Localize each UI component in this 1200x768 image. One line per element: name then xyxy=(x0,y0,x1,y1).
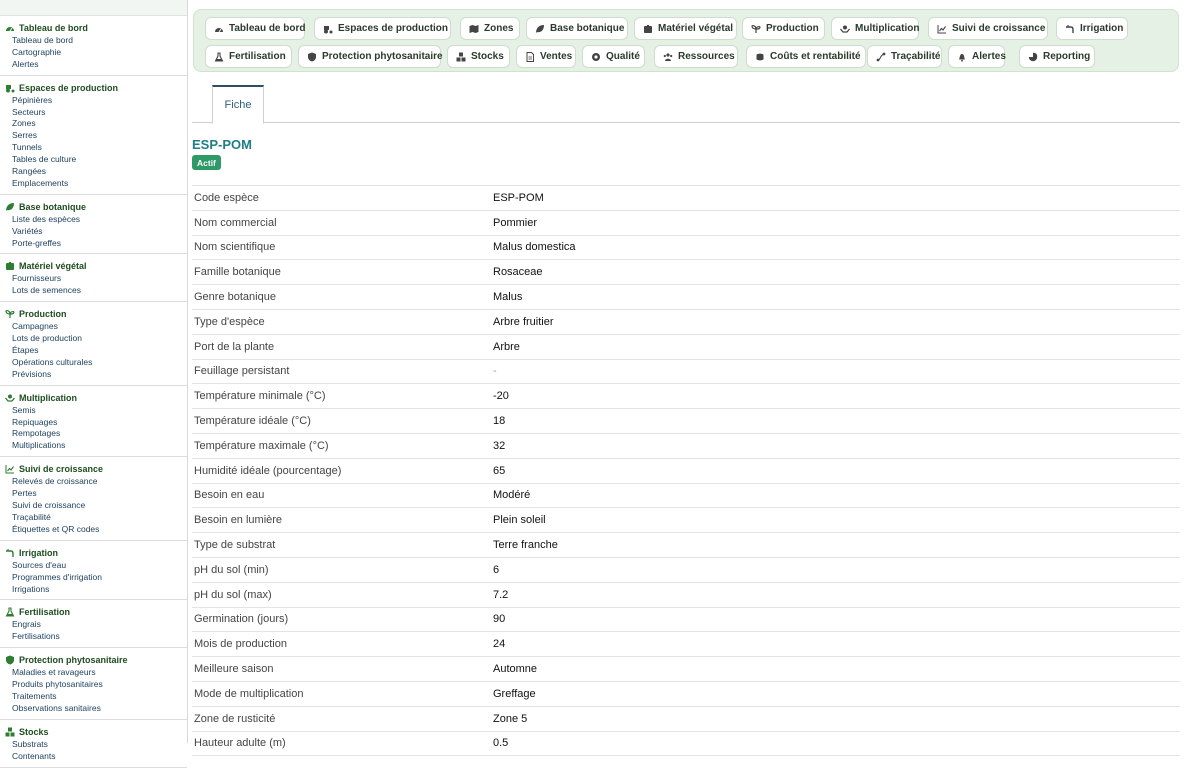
chart-line-icon xyxy=(5,464,15,474)
pie-chart-icon xyxy=(1028,52,1038,62)
nav-button[interactable] xyxy=(205,45,292,68)
sidebar-group-header[interactable] xyxy=(0,605,187,619)
field-label: pH du sol (min) xyxy=(194,563,269,576)
sidebar-item[interactable]: Programmes d'irrigation xyxy=(12,571,102,582)
sidebar-item[interactable]: Repiquages xyxy=(12,416,58,427)
field-value: Plein soleil xyxy=(493,514,546,527)
tab-fiche[interactable]: Fiche xyxy=(212,85,264,124)
sidebar-item[interactable]: Suivi de croissance xyxy=(12,500,86,511)
sidebar-group-header[interactable] xyxy=(0,307,187,321)
nav-button[interactable] xyxy=(1019,45,1095,68)
status-badge: Actif xyxy=(192,155,221,170)
nav-button-label: Ventes xyxy=(540,51,573,62)
sidebar-group xyxy=(0,254,187,302)
table-row xyxy=(192,508,1180,533)
leaf-icon xyxy=(5,202,15,212)
field-value: Pommier xyxy=(493,216,538,229)
sidebar-item[interactable]: Fertilisations xyxy=(12,631,60,642)
sidebar-group xyxy=(0,195,187,255)
field-label: Nom scientifique xyxy=(194,241,276,254)
leaf-icon xyxy=(535,24,545,34)
table-row xyxy=(192,657,1180,682)
sidebar-item[interactable]: Engrais xyxy=(12,619,41,630)
nav-button-label: Qualité xyxy=(606,51,640,62)
sidebar-item[interactable]: Prévisions xyxy=(12,368,52,379)
tab-bar xyxy=(192,85,1180,123)
table-row xyxy=(192,583,1180,608)
sidebar-item[interactable]: Rempotages xyxy=(12,428,61,439)
table-row xyxy=(192,360,1180,385)
nav-button[interactable] xyxy=(867,45,942,68)
sidebar-item[interactable]: Fournisseurs xyxy=(12,273,62,284)
field-label: Type de substrat xyxy=(194,539,276,552)
nav-button-label: Protection phytosanitaire xyxy=(322,51,443,62)
sidebar-item[interactable]: Zones xyxy=(12,118,36,129)
box-icon xyxy=(643,24,653,34)
sprout-hands-icon xyxy=(5,393,15,403)
field-label: Hauteur adulte (m) xyxy=(194,737,286,750)
sidebar-group xyxy=(0,457,187,540)
nav-button-label: Alertes xyxy=(972,51,1006,62)
field-label: Humidité idéale (pourcentage) xyxy=(194,464,342,477)
sidebar-group-header[interactable] xyxy=(0,462,187,476)
field-label: Température idéale (°C) xyxy=(194,415,311,428)
table-row xyxy=(192,434,1180,459)
field-label: Genre botanique xyxy=(194,291,276,304)
sidebar-item[interactable]: Maladies et ravageurs xyxy=(12,667,96,678)
nav-button[interactable] xyxy=(205,17,305,40)
sidebar-group-header[interactable] xyxy=(0,259,187,273)
sidebar-group-title: Stocks xyxy=(19,726,49,737)
table-row xyxy=(192,211,1180,236)
nav-button-label: Fertilisation xyxy=(229,51,286,62)
sidebar-group xyxy=(0,648,187,720)
field-value: Malus xyxy=(493,291,523,304)
nav-button-label: Stocks xyxy=(471,51,504,62)
field-value: 32 xyxy=(493,439,506,452)
table-row xyxy=(192,533,1180,558)
nav-button[interactable] xyxy=(928,17,1048,40)
table-row xyxy=(192,236,1180,261)
flask-icon xyxy=(214,52,224,62)
sidebar-item[interactable]: Tableau de bord xyxy=(12,35,73,45)
table-row xyxy=(192,285,1180,310)
sidebar-group-title: Tableau de bord xyxy=(19,23,88,33)
sidebar-group xyxy=(0,302,187,385)
field-value: Rosaceae xyxy=(493,266,543,279)
field-value: 7.2 xyxy=(493,588,509,601)
field-label: Port de la plante xyxy=(194,340,275,353)
sidebar-group-title: Espaces de production xyxy=(19,82,119,93)
field-value: 90 xyxy=(493,613,506,626)
sidebar-item[interactable]: Liste des espèces xyxy=(12,213,81,224)
shield-icon xyxy=(307,52,317,62)
nav-button-label: Ressources xyxy=(678,51,735,62)
sidebar-group-title: Multiplication xyxy=(19,392,77,403)
sidebar-item[interactable]: Cartographie xyxy=(12,46,62,57)
table-row xyxy=(192,732,1180,757)
field-value: Greffage xyxy=(493,687,536,700)
sidebar-group-title: Protection phytosanitaire xyxy=(19,655,128,666)
field-label: Besoin en lumière xyxy=(194,514,283,527)
nav-button[interactable] xyxy=(298,45,441,68)
field-label: Type d'espèce xyxy=(194,315,265,328)
sidebar-item[interactable]: Étiquettes et QR codes xyxy=(12,523,100,534)
nav-button-label: Irrigation xyxy=(1080,23,1124,34)
nav-button-label: Production xyxy=(766,23,819,34)
field-value: Arbre xyxy=(493,340,520,353)
field-value: ESP-POM xyxy=(493,191,544,204)
table-row xyxy=(192,335,1180,360)
sprout-hands-icon xyxy=(840,24,850,34)
sidebar-group-header[interactable] xyxy=(0,81,187,95)
nav-button-label: Traçabilité xyxy=(891,51,941,62)
table-row xyxy=(192,310,1180,335)
sidebar-group xyxy=(0,386,187,458)
field-label: Zone de rusticité xyxy=(194,712,276,725)
faucet-icon xyxy=(5,548,15,558)
field-value: Terre franche xyxy=(493,539,558,552)
field-value: -20 xyxy=(493,390,509,403)
field-value: - xyxy=(493,365,497,378)
field-value: Arbre fruitier xyxy=(493,315,554,328)
dashboard-icon xyxy=(214,24,224,34)
boxes-icon xyxy=(5,727,15,737)
sidebar-item[interactable]: Produits phytosanitaires xyxy=(12,679,103,690)
nav-button-label: Espaces de production xyxy=(338,23,449,34)
sidebar-item[interactable]: Porte-greffes xyxy=(12,237,61,248)
sidebar-item[interactable]: Substrats xyxy=(12,738,48,749)
file-icon xyxy=(525,52,535,62)
sidebar-group-header[interactable] xyxy=(0,725,187,739)
seedling-icon xyxy=(5,309,15,319)
field-value: 18 xyxy=(493,415,506,428)
table-row xyxy=(192,384,1180,409)
sidebar-item[interactable]: Traçabilité xyxy=(12,511,51,522)
field-value: Modéré xyxy=(493,489,531,502)
sidebar-group-title: Irrigation xyxy=(19,547,59,558)
nav-button[interactable] xyxy=(582,45,645,68)
field-label: Nom commercial xyxy=(194,216,277,229)
sidebar-item[interactable]: Emplacements xyxy=(12,177,69,188)
table-row xyxy=(192,682,1180,707)
nav-button[interactable] xyxy=(831,17,919,40)
boxes-icon xyxy=(456,52,466,62)
sidebar-top-strip xyxy=(0,0,187,16)
sidebar-item[interactable]: Traitements xyxy=(12,690,57,701)
field-label: Mois de production xyxy=(194,638,287,651)
sidebar-item[interactable]: Variétés xyxy=(12,225,43,236)
field-label: Famille botanique xyxy=(194,266,281,279)
field-value: 6 xyxy=(493,563,500,576)
sidebar-item[interactable]: Tables de culture xyxy=(12,154,77,165)
nav-button[interactable] xyxy=(746,45,866,68)
sidebar-group-header[interactable] xyxy=(0,653,187,667)
sidebar-item[interactable]: Secteurs xyxy=(12,106,46,117)
tractor-icon xyxy=(323,24,333,34)
nav-button[interactable] xyxy=(654,45,738,68)
sidebar-item[interactable]: Sources d'eau xyxy=(12,559,67,570)
bell-icon xyxy=(957,52,967,62)
nav-button[interactable] xyxy=(1056,17,1128,40)
table-row xyxy=(192,186,1180,211)
sidebar-group-header[interactable] xyxy=(0,546,187,560)
sidebar-item[interactable]: Pépinières xyxy=(12,94,53,105)
table-row xyxy=(192,459,1180,484)
field-label: Température minimale (°C) xyxy=(194,390,326,403)
sidebar-item[interactable]: Observations sanitaires xyxy=(12,702,101,713)
field-label: Feuillage persistant xyxy=(194,365,290,378)
sidebar-group xyxy=(0,541,187,601)
nav-button-label: Coûts et rentabilité xyxy=(770,51,861,62)
sidebar-group xyxy=(0,600,187,648)
field-value: Automne xyxy=(493,663,538,676)
module-nav xyxy=(193,9,1179,72)
table-row xyxy=(192,558,1180,583)
certificate-icon xyxy=(591,52,601,62)
chart-line-icon xyxy=(937,24,947,34)
nav-button-label: Tableau de bord xyxy=(229,23,306,34)
nav-button[interactable] xyxy=(526,17,628,40)
sidebar-item[interactable]: Semis xyxy=(12,404,36,415)
sidebar-item[interactable]: Étapes xyxy=(12,345,39,356)
sidebar-item[interactable]: Irrigations xyxy=(12,583,50,594)
field-value: 0.5 xyxy=(493,737,509,750)
table-row xyxy=(192,409,1180,434)
sidebar-item[interactable]: Contenants xyxy=(12,750,56,761)
main-content xyxy=(188,0,1200,750)
flask-icon xyxy=(5,607,15,617)
sidebar-group-title: Suivi de croissance xyxy=(19,464,104,475)
sidebar-group-title: Matériel végétal xyxy=(19,261,87,272)
nav-button[interactable] xyxy=(516,45,576,68)
sidebar-group-header[interactable] xyxy=(0,21,187,35)
sidebar-group-header[interactable] xyxy=(0,391,187,405)
nav-button-label: Suivi de croissance xyxy=(952,23,1046,34)
nav-button[interactable] xyxy=(634,17,737,40)
sidebar-group-header[interactable] xyxy=(0,200,187,214)
sidebar-group-title: Fertilisation xyxy=(19,607,71,618)
sidebar-item[interactable]: Alertes xyxy=(12,58,39,69)
page-title: ESP-POM xyxy=(192,137,252,152)
coins-icon xyxy=(755,52,765,62)
nav-button-label: Base botanique xyxy=(550,23,625,34)
field-label: pH du sol (max) xyxy=(194,588,272,601)
sidebar-item[interactable]: Lots de semences xyxy=(12,285,81,296)
field-value: 65 xyxy=(493,464,506,477)
sidebar-item[interactable]: Opérations culturales xyxy=(12,356,93,367)
tractor-icon xyxy=(5,83,15,93)
sidebar-group xyxy=(0,720,187,768)
field-value: Zone 5 xyxy=(493,712,528,725)
field-label: Meilleure saison xyxy=(194,663,274,676)
sidebar-group xyxy=(0,16,187,76)
nav-button-label: Reporting xyxy=(1043,51,1091,62)
shield-icon xyxy=(5,655,15,665)
table-row xyxy=(192,632,1180,657)
field-label: Mode de multiplication xyxy=(194,687,304,700)
sidebar-group-title: Base botanique xyxy=(19,201,87,212)
sidebar-item[interactable]: Rangées xyxy=(12,166,47,177)
field-value: 24 xyxy=(493,638,506,651)
faucet-icon xyxy=(1065,24,1075,34)
nav-button-label: Zones xyxy=(484,23,514,34)
sidebar-item[interactable]: Tunnels xyxy=(12,142,42,153)
sidebar-item[interactable]: Serres xyxy=(12,130,38,141)
sidebar-item[interactable]: Relevés de croissance xyxy=(12,476,98,487)
field-label: Code espèce xyxy=(194,191,259,204)
sidebar-item[interactable]: Pertes xyxy=(12,488,37,499)
table-row xyxy=(192,707,1180,732)
sidebar-item[interactable]: Multiplications xyxy=(12,440,66,451)
field-label: Température maximale (°C) xyxy=(194,439,329,452)
sidebar-group-title: Production xyxy=(19,309,67,320)
detail-table xyxy=(192,185,1180,756)
map-icon xyxy=(469,24,479,34)
box-icon xyxy=(5,261,15,271)
users-icon xyxy=(663,52,673,62)
nav-button-label: Multiplication xyxy=(855,23,920,34)
field-label: Germination (jours) xyxy=(194,613,289,626)
seedling-icon xyxy=(751,24,761,34)
field-value: Malus domestica xyxy=(493,241,576,254)
field-label: Besoin en eau xyxy=(194,489,265,502)
table-row xyxy=(192,484,1180,509)
table-row xyxy=(192,608,1180,633)
nav-button[interactable] xyxy=(447,45,510,68)
nav-button[interactable] xyxy=(742,17,825,40)
dashboard-icon xyxy=(5,23,15,33)
sidebar xyxy=(0,0,188,761)
sidebar-item[interactable]: Lots de production xyxy=(12,333,82,344)
route-icon xyxy=(876,52,886,62)
sidebar-group xyxy=(0,76,187,195)
nav-button[interactable] xyxy=(314,17,451,40)
nav-button-label: Matériel végétal xyxy=(658,23,734,34)
sidebar-item[interactable]: Campagnes xyxy=(12,321,58,332)
table-row xyxy=(192,260,1180,285)
nav-button[interactable] xyxy=(948,45,1005,68)
nav-button[interactable] xyxy=(460,17,520,40)
